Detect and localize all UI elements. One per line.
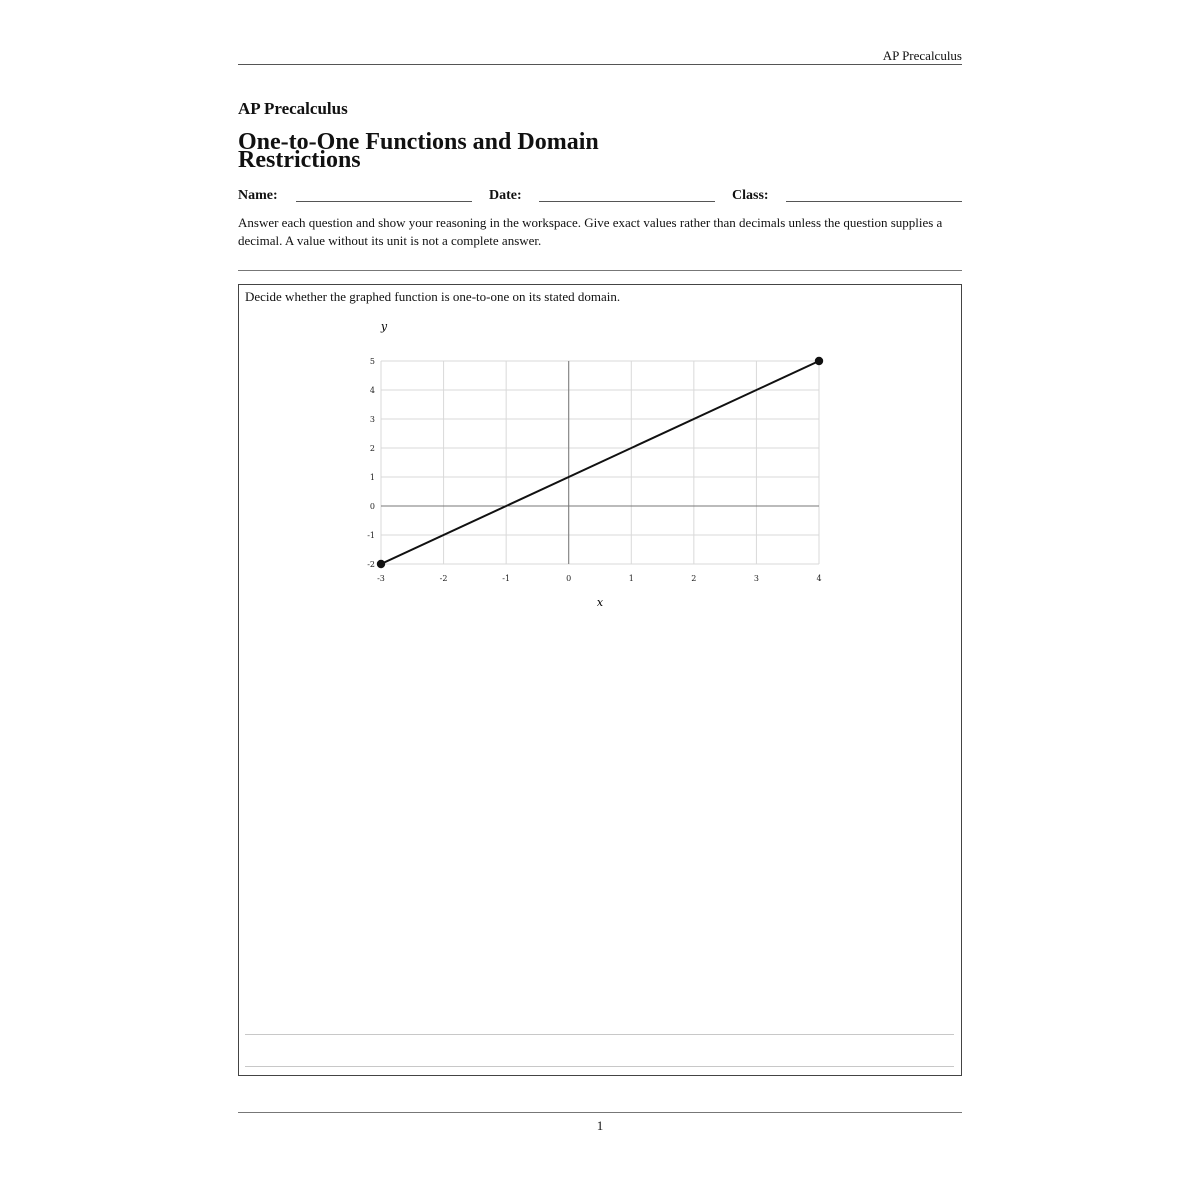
x-tick-label: -2 <box>439 574 448 583</box>
course-name: AP Precalculus <box>238 99 348 118</box>
left-endpoint-dot <box>377 560 385 568</box>
function-line <box>381 361 819 564</box>
y-tick-label: -1 <box>367 531 375 540</box>
answer-line[interactable] <box>245 1034 954 1035</box>
x-tick-label: 1 <box>628 574 634 583</box>
y-tick-label: 0 <box>369 502 375 511</box>
answer-line[interactable] <box>245 1066 954 1067</box>
running-head: AP Precalculus <box>882 48 962 63</box>
question-prompt: Decide whether the graphed function is one-to-one on its stated domain. <box>245 289 621 304</box>
footer-rule <box>238 1112 962 1113</box>
y-tick-label: 4 <box>369 386 375 395</box>
x-tick-label: -3 <box>377 574 385 583</box>
y-tick-label: 2 <box>369 444 375 453</box>
x-tick-label: 0 <box>566 574 572 583</box>
class-label: Class: <box>732 188 769 203</box>
date-label: Date: <box>489 188 522 203</box>
name-label: Name: <box>238 188 278 203</box>
instructions: Answer each question and show your reasoning in the workspace. Give exact values rather than decimals unless the question supplies a decimal. A value without its unit is not a complete answer. <box>238 215 943 248</box>
x-axis-label: x <box>596 596 604 609</box>
x-tick-label: 3 <box>753 574 759 583</box>
y-axis-label: y <box>380 320 388 333</box>
y-tick-label: 3 <box>369 415 375 424</box>
x-tick-label: -1 <box>502 574 511 583</box>
x-tick-label: 2 <box>691 574 697 583</box>
page-number: 1 <box>596 1118 604 1133</box>
y-tick-label: 5 <box>369 357 375 366</box>
worksheet-title: One-to-One Functions and Domain Restrictions <box>238 129 599 173</box>
y-tick-label: 1 <box>369 473 375 482</box>
y-tick-label: -2 <box>367 560 375 569</box>
x-tick-label: 4 <box>816 574 822 583</box>
right-endpoint-dot <box>815 357 823 365</box>
